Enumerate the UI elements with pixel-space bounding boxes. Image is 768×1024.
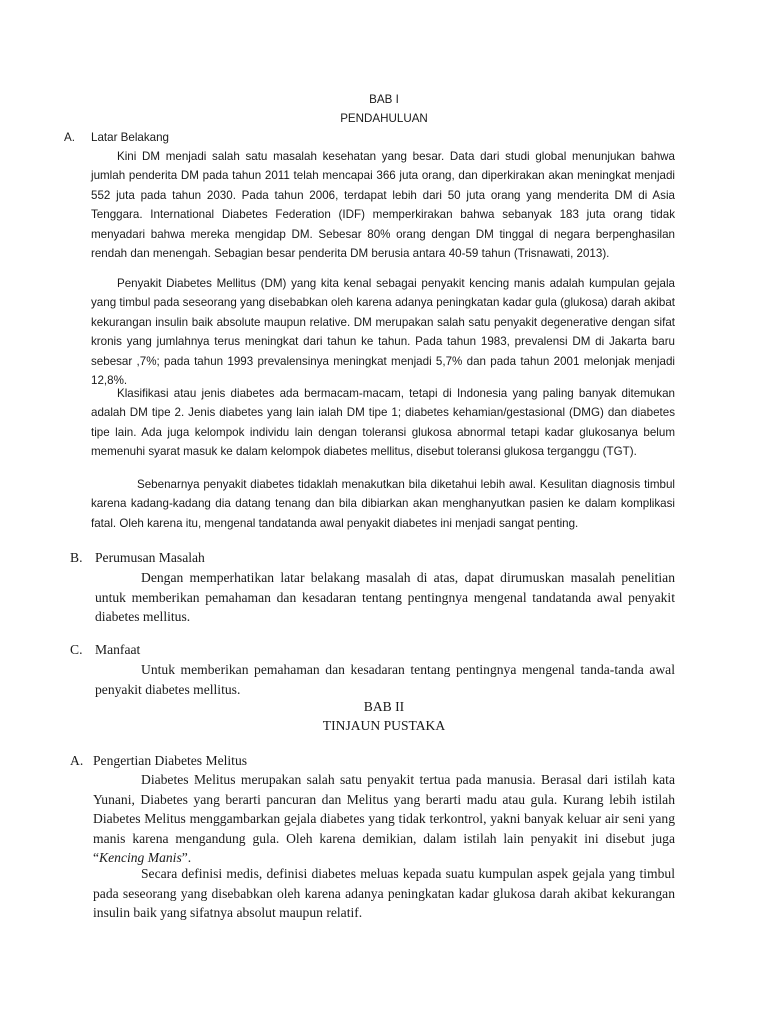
section-a-title: Latar Belakang (91, 131, 169, 144)
section-a-letter: A. (64, 131, 75, 144)
section-b-letter: B. (70, 550, 83, 565)
paragraph-pengertian-1 (93, 770, 675, 868)
paragraph-perumusan: Dengan memperhatikan latar belakang masalah di atas, dapat dirumuskan masalah penelitian untuk memberikan pemahaman dan kesadaran tentang pentingnya mengenal tandatanda awal penyakit diabetes mellitus. (95, 570, 675, 624)
section-b-heading (70, 548, 205, 568)
chapter-2-subtitle: TINJAUN PUSTAKA (322, 718, 446, 733)
chapter-title: BAB I (369, 93, 399, 106)
chapter-2-title: BAB II (363, 699, 405, 714)
paragraph-pengertian-2: Secara definisi medis, definisi diabetes meluas kepada suatu kumpulan aspek gejala yang timbul pada seseorang yang disebabkan oleh karena adanya peningkatan kadar glukosa darah akibat kekurangan insulin baik yang sifatnya absolut maupun relatif. (93, 866, 675, 920)
section-c-heading (70, 640, 140, 660)
chapter-subtitle: PENDAHULUAN (340, 112, 428, 125)
paragraph-pengertian-1-text: Diabetes Melitus merupakan salah satu penyakit tertua pada manusia. Berasal dari istilah kata Yunani, Diabetes yang berarti pancuran dan Melitus yang berarti madu atau gula. Kurang lebih istilah Diabetes Melitus menggambarkan gejala diabetes yang tidak terkontrol, yakni banyak keluar air seni yang manis karena mengandung gula. Oleh karena demikian, dalam istilah lain penyakit ini disebut juga “ (93, 772, 675, 865)
section-c-letter: C. (70, 642, 83, 657)
section-a-heading (64, 128, 169, 147)
section-2a-title: Pengertian Diabetes Melitus (93, 753, 248, 768)
paragraph-latar-4: Sebenarnya penyakit diabetes tidaklah menakutkan bila diketahui lebih awal. Kesulitan diagnosis timbul karena kadang-kadang dia datang tenang dan bila dibiarkan akan menghanyutkan pasien ke dalam komplikasi fatal. Oleh karena itu, mengenal tandatanda awal penyakit diabetes ini menjadi sangat penting. (91, 478, 675, 530)
section-2a-heading (70, 751, 247, 771)
paragraph-manfaat: Untuk memberikan pemahaman dan kesadaran tentang pentingnya mengenal tanda-tanda awal penyakit diabetes mellitus. (95, 662, 675, 697)
paragraph-latar-3: Klasifikasi atau jenis diabetes ada bermacam-macam, tetapi di Indonesia yang paling banyak ditemukan adalah DM tipe 2. Jenis diabetes yang lain ialah DM tipe 1; diabetes kehamian/gestasional (DMG) dan diabetes tipe lain. Ada juga kelompok individu lain dengan toleransi glukosa abnormal tetapi kadar glukosanya belum memenuhi syarat masuk ke dalam kelompok diabetes mellitus, disebut toleransi glukosa terganggu (TGT). (91, 387, 675, 459)
paragraph-latar-1: Kini DM menjadi salah satu masalah kesehatan yang besar. Data dari studi global menunjukan bahwa jumlah penderita DM pada tahun 2011 telah mencapai 366 juta orang, dan diperkirakan akan meningkat menjadi 552 juta pada tahun 2030. Pada tahun 2006, terdapat lebih dari 50 juta orang yang menderita DM di Asia Tenggara. International Diabetes Federation (IDF) memperkirakan bahwa sebanyak 183 juta orang tidak menyadari bahwa mereka mengidap DM. Sebesar 80% orang dengan DM tinggal di negara berpenghasilan rendah dan menengah. Sebagian besar penderita DM berusia antara 40-59 tahun (Trisnawati, 2013). (91, 150, 675, 261)
paragraph-pengertian-1-end: ”. (181, 850, 192, 865)
term-kencing-manis: Kencing Manis (99, 850, 182, 865)
section-b-title: Perumusan Masalah (95, 550, 205, 565)
section-2a-letter: A. (70, 753, 84, 768)
paragraph-latar-2: Penyakit Diabetes Mellitus (DM) yang kita kenal sebagai penyakit kencing manis adalah kumpulan gejala yang timbul pada seseorang yang disebabkan oleh karena adanya peningkatan kadar gula (glukosa) darah akibat kekurangan insulin baik absolute maupun relative. DM merupakan salah satu penyakit degenerative dengan sifat kronis yang jumlahnya terus meningkat dari tahun ke tahun. Pada tahun 1983, prevalensi DM di Jakarta baru sebesar ,7%; pada tahun 1993 prevalensinya meningkat menjadi 5,7% dan pada tahun 2001 melonjak menjadi 12,8%. (91, 277, 675, 388)
section-c-title: Manfaat (95, 642, 141, 657)
